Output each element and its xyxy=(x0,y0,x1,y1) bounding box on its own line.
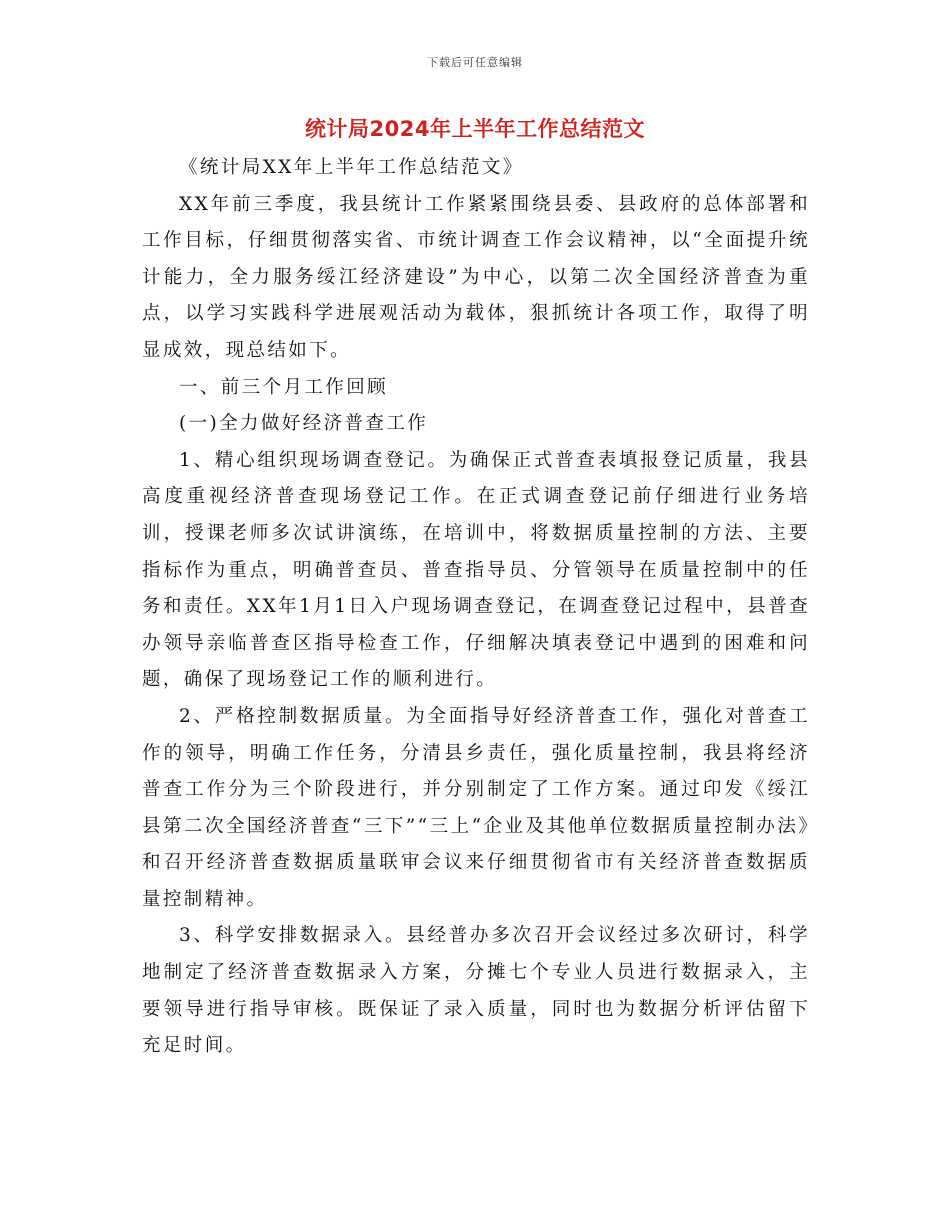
document-body xyxy=(142,150,810,1065)
paragraph-intro: XX年前三季度，我县统计工作紧紧围绕县委、县政府的总体部署和工作目标，仔细贯彻落实省、市统计调查工作会议精神，以“全面提升统计能力，全力服务绥江经济建设”为中心，以第二次全国经济普查为重点，以学习实践科学进展观活动为载体，狠抓统计各项工作，取得了明显成效，现总结如下。 xyxy=(142,193,810,361)
section-heading: 一、前三个月工作回顾 xyxy=(179,376,389,398)
header-note: 下载后可任意编辑 xyxy=(427,56,523,69)
paragraph-source-title: 《统计局XX年上半年工作总结范文》 xyxy=(179,157,524,178)
paragraph-item-1: 1、精心组织现场调查登记。为确保正式普查表填报登记质量，我县高度重视经济普查现场登记工作。在正式调查登记前仔细进行业务培训，授课老师多次试讲演练，在培训中，将数据质量控制的方法、主要指标作为重点，明确普查员、普查指导员、分管领导在质量控制中的任务和责任。XX年1月1日入户现场调查登记，在调查登记过程中，县普查办领导亲临普查区指导检查工作，仔细解决填表登记中遇到的困难和问题，确保了现场登记工作的顺利进行。 xyxy=(142,449,810,691)
subsection-heading: (一)全力做好经济普查工作 xyxy=(179,413,429,435)
paragraph-item-2: 2、严格控制数据质量。为全面指导好经济普查工作，强化对普查工作的领导，明确工作任务，分清县乡责任，强化质量控制，我县将经济普查工作分为三个阶段进行，并分别制定了工作方案。通过印发《绥江县第二次全国经济普查“三下”“三上“企业及其他单位数据质量控制办法》和召开经济普查数据质量联审会议来仔细贯彻省市有关经济普查数据质量控制精神。 xyxy=(142,705,810,910)
document-title: 统计局2024年上半年工作总结范文 xyxy=(305,117,645,141)
paragraph-item-3: 3、科学安排数据录入。县经普办多次召开会议经过多次研讨，科学地制定了经济普查数据录入方案，分摊七个专业人员进行数据录入，主要领导进行指导审核。既保证了录入质量，同时也为数据分析评估留下充足时间。 xyxy=(142,925,810,1057)
